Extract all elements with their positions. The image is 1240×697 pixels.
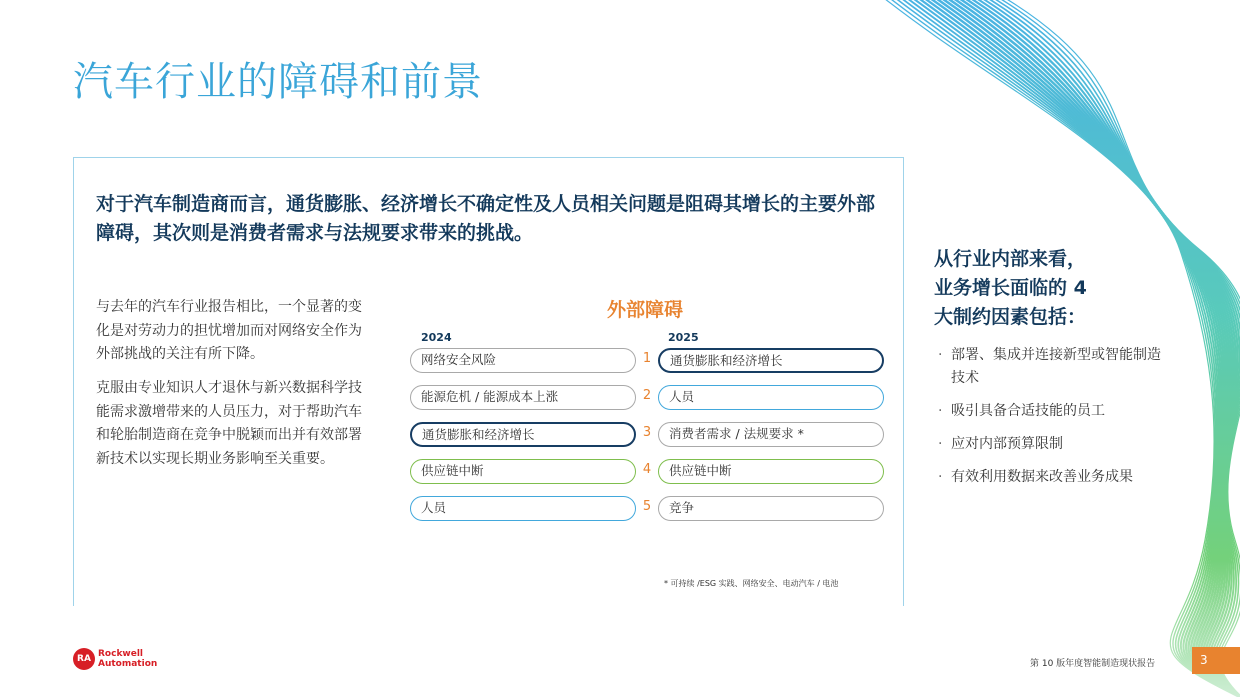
side-heading-line: 大制约因素包括： xyxy=(934,306,1087,328)
list-item-text: 应对内部预算限制 xyxy=(951,436,1063,452)
bullet-dot-icon: · xyxy=(938,403,943,419)
list-item xyxy=(938,400,1170,423)
barrier-2024-item: 人员 xyxy=(410,496,636,521)
bullet-dot-icon: · xyxy=(938,469,943,485)
list-item-text: 有效利用数据来改善业务成果 xyxy=(951,469,1133,485)
list-item xyxy=(938,433,1170,456)
bullet-dot-icon: · xyxy=(938,436,943,452)
rank-number: 5 xyxy=(642,499,652,514)
side-heading-line: 从行业内部来看， xyxy=(934,248,1087,270)
headline: 对于汽车制造商而言，通货膨胀、经济增长不确定性及人员相关问题是阻碍其增长的主要外部障碍，其次则是消费者需求与法规要求带来的挑战。 xyxy=(96,193,876,244)
barrier-2025-item: 消费者需求 / 法规要求 * xyxy=(658,422,884,447)
barrier-2024-item: 网络安全风险 xyxy=(410,348,636,373)
list-item xyxy=(938,466,1170,489)
barrier-2025-item: 人员 xyxy=(658,385,884,410)
side-heading-line: 业务增长面临的 4 xyxy=(934,277,1087,299)
logo-wordmark xyxy=(98,649,157,669)
report-title-footer: 第 10 版年度智能制造现状报告 xyxy=(1030,659,1156,669)
list-item-text: 吸引具备合适技能的员工 xyxy=(951,403,1105,419)
bullet-dot-icon: · xyxy=(938,347,943,363)
footnote: * 可持续 /ESG 实践、网络安全、电动汽车 / 电池 xyxy=(664,579,839,588)
rank-number: 2 xyxy=(642,388,652,403)
side-heading xyxy=(934,245,1134,332)
barrier-2024-item: 能源危机 / 能源成本上涨 xyxy=(410,385,636,410)
page-number: 3 xyxy=(1192,647,1240,674)
barrier-2024-item: 通货膨胀和经济增长 xyxy=(410,422,636,447)
barrier-2025-item: 供应链中断 xyxy=(658,459,884,484)
logo-line: Rockwell xyxy=(98,649,144,659)
barrier-2025-item: 竞争 xyxy=(658,496,884,521)
list-item xyxy=(938,344,1170,390)
rank-number: 1 xyxy=(642,351,652,366)
list-item-text: 部署、集成并连接新型或智能制造技术 xyxy=(951,347,1161,386)
barrier-2025-item: 通货膨胀和经济增长 xyxy=(658,348,884,373)
constraint-list xyxy=(938,344,1170,499)
external-barriers-title: 外部障碍 xyxy=(606,299,683,321)
page-title: 汽车行业的障碍和前景 xyxy=(73,59,483,105)
paragraph-1: 与去年的汽车行业报告相比，一个显著的变化是对劳动力的担忧增加而对网络安全作为外部挑战的关注有所下降。 xyxy=(96,299,362,362)
year-2024-label: 2024 xyxy=(421,331,452,344)
barrier-2024-item: 供应链中断 xyxy=(410,459,636,484)
paragraph-2: 克服由专业知识人才退休与新兴数据科学技能需求激增带来的人员压力，对于帮助汽车和轮胎制造商在竞争中脱颖而出并有效部署新技术以实现长期业务影响至关重要。 xyxy=(96,380,362,467)
ra-logo-icon: RA xyxy=(73,648,95,670)
rank-number: 4 xyxy=(642,462,652,477)
rank-number: 3 xyxy=(642,425,652,440)
year-2025-label: 2025 xyxy=(668,331,699,344)
logo-line: Automation xyxy=(98,659,158,669)
rockwell-logo xyxy=(73,648,173,670)
